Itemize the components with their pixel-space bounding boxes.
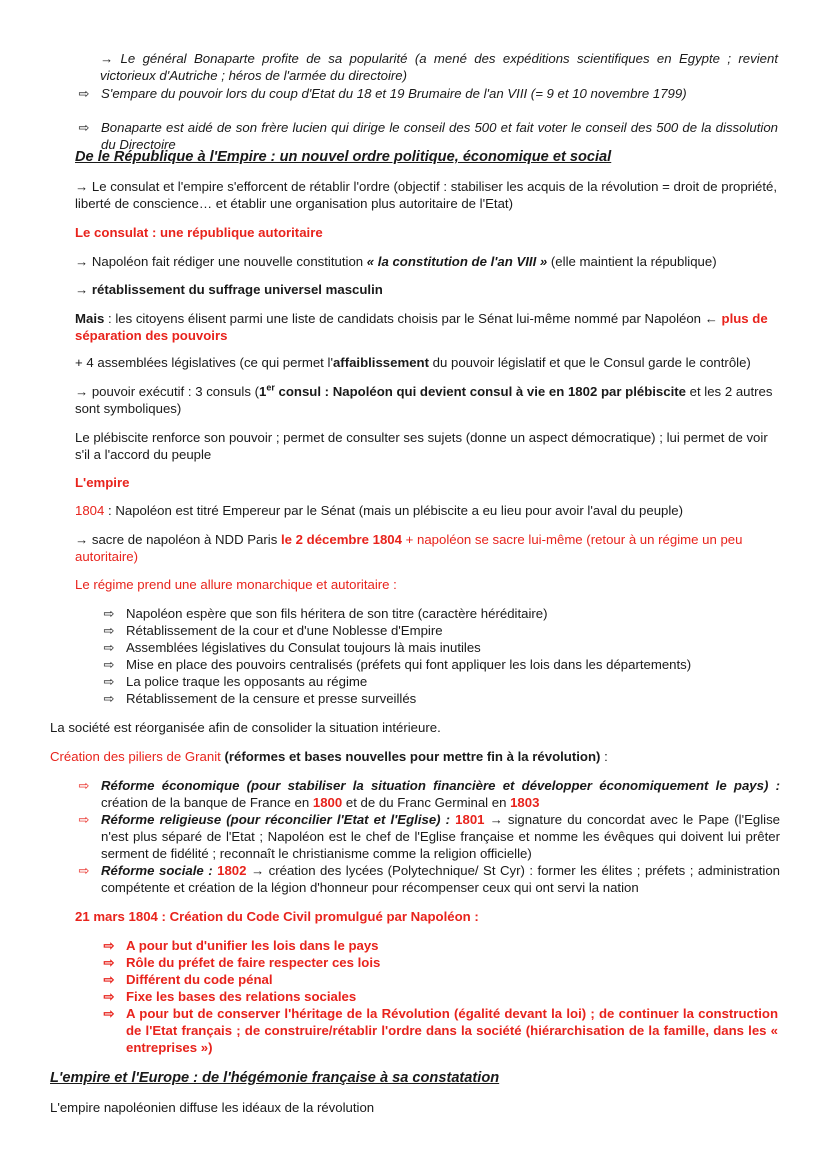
paragraph: 1804 : Napoléon est titré Empereur par le Sénat (mais un plébiscite a eu lieu pour avoir l'aval du peuple) (75, 503, 684, 518)
section-title: L'empire et l'Europe : de l'hégémonie française à sa constatation (50, 1070, 500, 1086)
paragraph: Mais : les citoyens élisent parmi une liste de candidats choisis par le Sénat lui-même nommé par Napoléon ← plus de séparation des pouvoirs (75, 311, 768, 343)
arrow-bullet-icon: ⇨ (103, 989, 115, 1004)
paragraph: La société est réorganisée afin de consolider la situation intérieure. (50, 720, 441, 735)
list-item: ⇨ Rétablissement de la cour et d'une Noblesse d'Empire (100, 622, 780, 639)
paragraph: + 4 assemblées législatives (ce qui permet l'affaiblissement du pouvoir législatif et que le Consul garde le contrôle) (75, 355, 751, 370)
intro-text: → Le général Bonaparte profite de sa popularité (a mené des expéditions scientifiques en Egypte ; revient victorieux d'Autriche ; héros de l'armée du directoire) (100, 51, 778, 83)
list-item: ⇨ La police traque les opposants au régime (100, 673, 780, 690)
arrow-bullet-icon: ⇨ (78, 812, 90, 827)
paragraph: Le plébiscite renforce son pouvoir ; permet de consulter ses sujets (donne un aspect démocratique) ; lui permet de voir s'il a l'accord du peuple (75, 430, 768, 462)
paragraph: → pouvoir exécutif : 3 consuls (1er consul : Napoléon qui devient consul à vie en 1802 par plébiscite et les 2 autres sont symboliques) (75, 382, 773, 416)
arrow-bullet-icon: ⇨ (103, 606, 115, 621)
arrow-bullet-icon: ⇨ (103, 674, 115, 689)
subheading-empire: L'empire (75, 475, 130, 490)
section-title: De le République à l'Empire : un nouvel ordre politique, économique et social (75, 149, 612, 165)
intro-bullet-1: ⇨ S'empare du pouvoir lors du coup d'Etat du 18 et 19 Brumaire de l'an VIII (= 9 et 10 novembre 1799) (75, 85, 778, 102)
paragraph: → sacre de napoléon à NDD Paris le 2 décembre 1804 + napoléon se sacre lui-même (retour à un régime un peu autoritaire) (75, 532, 743, 564)
arrow-bullet-icon: ⇨ (103, 623, 115, 638)
list-item: ⇨ Mise en place des pouvoirs centralisés (préfets qui font appliquer les lois dans les départements) (100, 656, 780, 673)
arrow-bullet-icon: ⇨ (103, 640, 115, 655)
list-item: ⇨ Rétablissement de la censure et presse surveillés (100, 690, 780, 707)
reform-list (75, 777, 780, 896)
list-item: ⇨ Napoléon espère que son fils héritera de son titre (caractère héréditaire) (100, 605, 780, 622)
regime-list (100, 605, 780, 707)
arrow-bullet-icon: ⇨ (103, 1006, 115, 1021)
arrow-bullet-icon: ⇨ (78, 86, 90, 101)
list-item: ⇨ Assemblées législatives du Consulat toujours là mais inutiles (100, 639, 780, 656)
code-civil-list (100, 937, 778, 1056)
subheading-regime: Le régime prend une allure monarchique et autoritaire : (75, 577, 397, 592)
list-item: ⇨ Rôle du préfet de faire respecter ces lois (100, 954, 778, 971)
list-item: ⇨ A pour but d'unifier les lois dans le pays (100, 937, 778, 954)
subheading-consulat: Le consulat : une république autoritaire (75, 225, 323, 240)
paragraph: Création des piliers de Granit (réformes et bases nouvelles pour mettre fin à la révolution) : (50, 749, 608, 764)
paragraph: → Napoléon fait rédiger une nouvelle constitution « la constitution de l'an VIII » (elle maintient la république) (75, 254, 717, 269)
intro-bullet-2: ⇨ Bonaparte est aidé de son frère lucien qui dirige le conseil des 500 et fait voter le conseil des 500 de la dissolution du Directoire (75, 119, 778, 153)
paragraph: L'empire napoléonien diffuse les idéaux de la révolution (50, 1100, 375, 1115)
list-item: ⇨ A pour but de conserver l'héritage de la Révolution (égalité devant la loi) ; de continuer la construction de l'Etat français ; de construire/rétablir l'ordre dans la société (hiérarchisation de la famille, dans les « entreprises ») (100, 1005, 778, 1056)
arrow-bullet-icon: ⇨ (103, 691, 115, 706)
arrow-bullet-icon: ⇨ (103, 938, 115, 953)
arrow-bullet-icon: ⇨ (78, 120, 90, 135)
list-item: ⇨ Réforme sociale : 1802 → création des lycées (Polytechnique/ St Cyr) : former les élites ; préfets ; administration compétente et création de la légion d'honneur pour récompenser ceux qui ont servi la nation (75, 862, 780, 896)
arrow-bullet-icon: ⇨ (103, 972, 115, 987)
intro-line (100, 50, 778, 84)
subheading-code-civil: 21 mars 1804 : Création du Code Civil promulgué par Napoléon : (75, 909, 479, 924)
arrow-bullet-icon: ⇨ (103, 657, 115, 672)
list-item: ⇨ Fixe les bases des relations sociales (100, 988, 778, 1005)
paragraph: → Le consulat et l'empire s'efforcent de rétablir l'ordre (objectif : stabiliser les acquis de la révolution = droit de propriété, liberté de conscience… et établir une organisation plus autoritaire de l'Etat) (75, 179, 777, 211)
arrow-bullet-icon: ⇨ (78, 863, 90, 878)
paragraph: → rétablissement du suffrage universel masculin (75, 282, 383, 297)
list-item: ⇨ Différent du code pénal (100, 971, 778, 988)
list-item: ⇨ Réforme économique (pour stabiliser la situation financière et développer économiquement le pays) : création de la banque de France en 1800 et de du Franc Germinal en 1803 (75, 777, 780, 811)
arrow-bullet-icon: ⇨ (78, 778, 90, 793)
list-item: ⇨ Réforme religieuse (pour réconcilier l'Etat et l'Eglise) : 1801 → signature du concordat avec le Pape (l'Eglise n'est plus séparé de l'Etat ; Napoléon est le chef de l'Eglise française et nomme les évêques qui doivent lui prêter serment de fidélité ; reconnaît le christianisme comme la religion officielle) (75, 811, 780, 862)
arrow-bullet-icon: ⇨ (103, 955, 115, 970)
